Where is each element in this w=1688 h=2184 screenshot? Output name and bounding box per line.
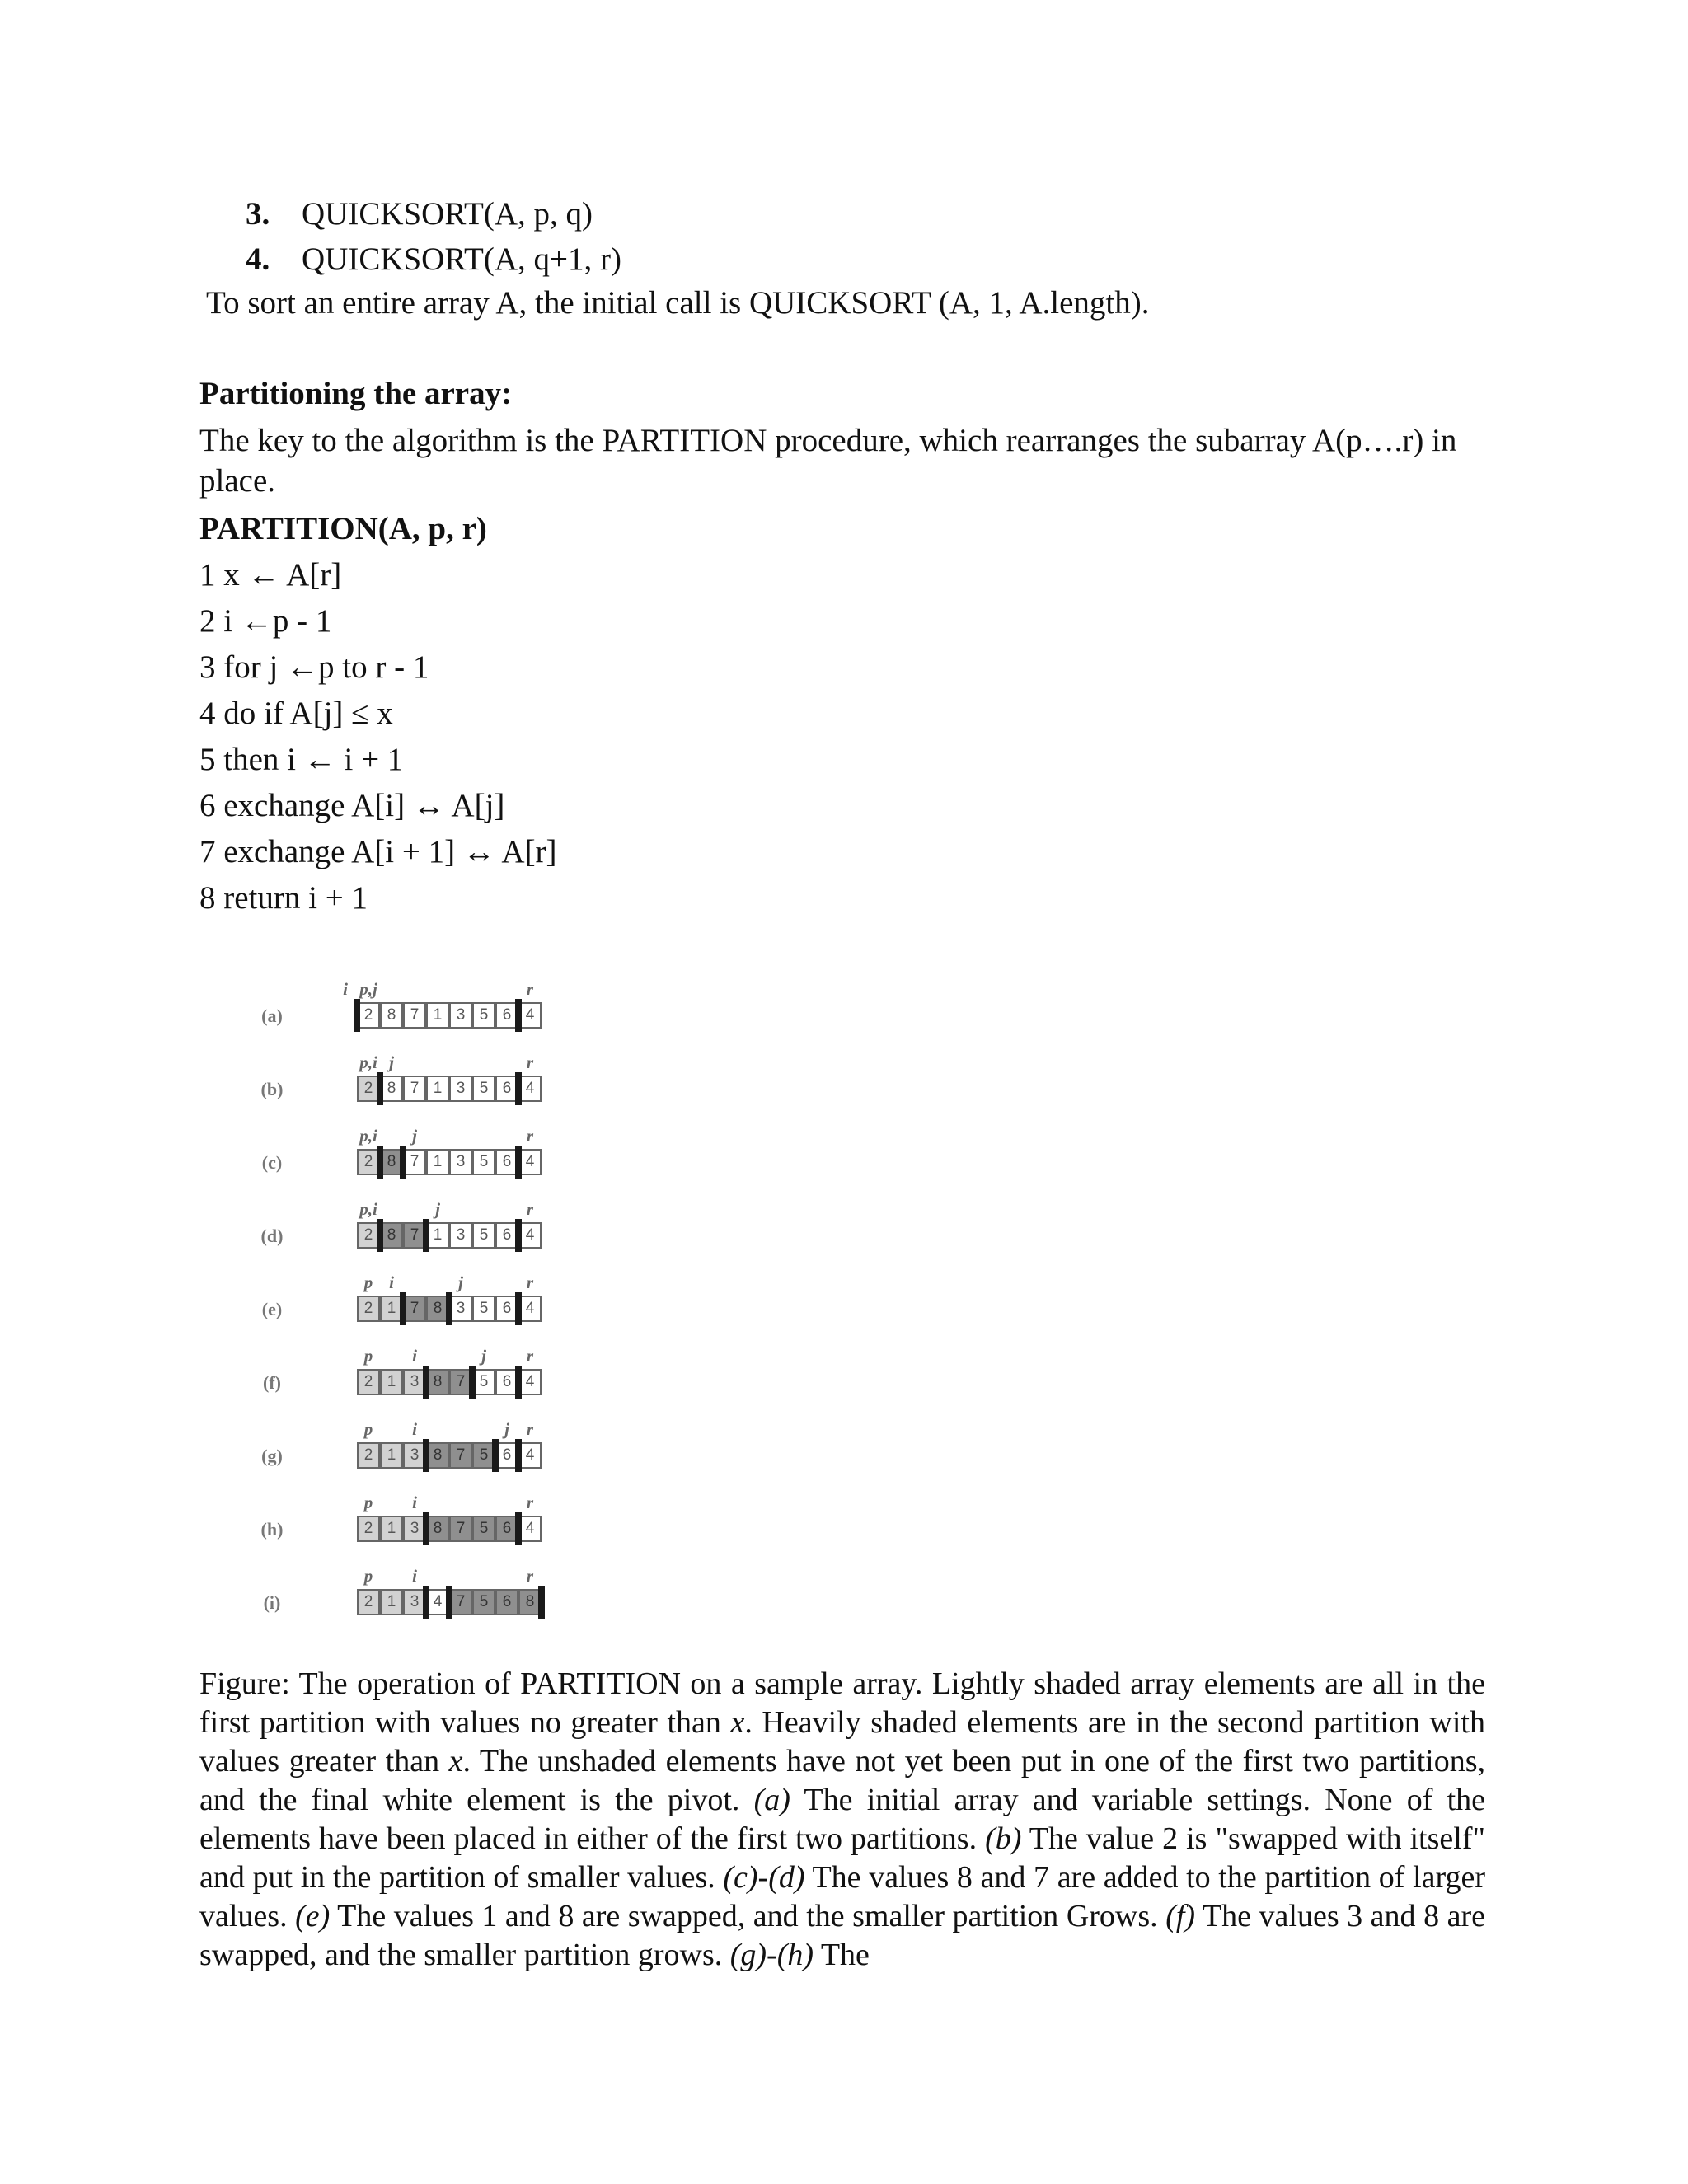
array-cell: 6 — [495, 1002, 518, 1029]
partition-boundary-bar — [515, 1219, 522, 1252]
code-line: 2 i ←p - 1 — [199, 603, 332, 639]
pointer-label: j — [435, 1199, 440, 1219]
caption-ref: (a) — [753, 1783, 790, 1817]
array-cell: 3 — [449, 1076, 472, 1102]
array-cell: 3 — [449, 1149, 472, 1175]
pointer-label: i — [412, 1493, 417, 1512]
code-line: 4 do if A[j] ≤ x — [199, 696, 393, 731]
array-cell: 2 — [357, 1296, 380, 1322]
array-cell: 5 — [472, 1222, 495, 1249]
array-cell: 7 — [403, 1296, 426, 1322]
pointer-label: r — [526, 1199, 534, 1219]
code-line: 8 return i + 1 — [199, 880, 368, 916]
array-cell: 6 — [495, 1149, 518, 1175]
array-cell: 1 — [426, 1222, 449, 1249]
figure-row-label: (e) — [261, 1299, 283, 1319]
step-text: QUICKSORT(A, q+1, r) — [302, 241, 621, 277]
pointer-label: i — [389, 1272, 394, 1292]
array-cell: 4 — [518, 1149, 542, 1175]
array-cell: 1 — [380, 1296, 403, 1322]
partition-boundary-bar — [423, 1512, 429, 1545]
partition-boundary-bar — [423, 1219, 429, 1252]
array-cell: 2 — [357, 1076, 380, 1102]
pointer-label: p — [363, 1566, 373, 1586]
caption-text: The — [814, 1938, 870, 1972]
array-cell: 5 — [472, 1076, 495, 1102]
caption-var: x — [730, 1705, 745, 1740]
partition-boundary-bar — [515, 1292, 522, 1325]
array-cell: 7 — [403, 1149, 426, 1175]
array-cell: 2 — [357, 1589, 380, 1615]
array-cell: 8 — [426, 1369, 449, 1395]
array-cell: 5 — [472, 1442, 495, 1469]
pointer-label: r — [526, 1419, 534, 1439]
partition-boundary-bar — [354, 999, 360, 1032]
caption-text: The values 1 and 8 are swapped, and the smaller partition Grows. — [330, 1899, 1166, 1933]
array-cell: 4 — [518, 1516, 542, 1542]
array-cell: 7 — [449, 1369, 472, 1395]
partition-boundary-bar — [538, 1586, 545, 1619]
pointer-label: i — [412, 1346, 417, 1366]
array-cell: 3 — [403, 1442, 426, 1469]
caption-ref: (b) — [985, 1821, 1022, 1856]
figure-caption — [199, 1665, 1485, 1975]
array-cell: 4 — [518, 1002, 542, 1029]
partition-boundary-bar — [446, 1292, 452, 1325]
pointer-label: r — [526, 1566, 534, 1586]
array-cell: 4 — [426, 1589, 449, 1615]
array-cell: 6 — [495, 1442, 518, 1469]
partition-boundary-bar — [423, 1439, 429, 1472]
code-line: 1 x ← A[r] — [199, 557, 342, 593]
code-line: 6 exchange A[i] ↔ A[j] — [199, 788, 505, 823]
array-cell: 1 — [426, 1149, 449, 1175]
array-cell: 6 — [495, 1076, 518, 1102]
array-cell: 1 — [380, 1442, 403, 1469]
pointer-label: p,i — [359, 1052, 377, 1072]
array-cell: 3 — [449, 1002, 472, 1029]
array-cell: 5 — [472, 1516, 495, 1542]
partition-boundary-bar — [515, 1072, 522, 1105]
array-cell: 7 — [403, 1002, 426, 1029]
caption-text: The values 3 and 8 are swapped, and the smaller partition grows. — [199, 1899, 1486, 1972]
array-cell: 6 — [495, 1296, 518, 1322]
array-cell: 3 — [403, 1589, 426, 1615]
array-cell: 7 — [449, 1516, 472, 1542]
array-cell: 2 — [357, 1002, 380, 1029]
array-cell: 2 — [357, 1442, 380, 1469]
array-cell: 6 — [495, 1222, 518, 1249]
partition-boundary-bar — [446, 1586, 452, 1619]
pointer-label: i — [412, 1566, 417, 1586]
array-cell: 2 — [357, 1222, 380, 1249]
pointer-label: p — [363, 1346, 373, 1366]
array-cell: 4 — [518, 1076, 542, 1102]
array-cell: 1 — [380, 1369, 403, 1395]
caption-text: . The unshaded elements have not yet been put in one of the first two partitions, and the final white element is the pivot. — [199, 1744, 1485, 1817]
pointer-label: i — [412, 1419, 417, 1439]
array-cell: 5 — [472, 1589, 495, 1615]
array-cell: 3 — [403, 1369, 426, 1395]
array-cell: 4 — [518, 1222, 542, 1249]
pointer-label: r — [526, 979, 534, 999]
step-number: 4. — [246, 241, 270, 277]
pointer-label: p — [363, 1493, 373, 1512]
figure-row-label: (a) — [261, 1005, 283, 1026]
step-4 — [246, 237, 621, 282]
array-cell: 1 — [426, 1076, 449, 1102]
partition-boundary-bar — [515, 1512, 522, 1545]
figure-row-label: (b) — [260, 1079, 284, 1099]
caption-text: The value 2 is "swapped with itself" and put in the partition of smaller values. — [199, 1821, 1485, 1895]
pointer-label: r — [526, 1052, 534, 1072]
array-cell: 6 — [495, 1589, 518, 1615]
pointer-label: j — [412, 1126, 417, 1146]
partition-pseudocode — [199, 506, 557, 921]
pointer-label: p,i — [359, 1199, 377, 1219]
pointer-label: i — [343, 979, 348, 999]
figure-row-label: (c) — [261, 1152, 283, 1173]
figure-row-label: (f) — [263, 1372, 281, 1393]
partition-boundary-bar — [377, 1146, 383, 1179]
array-cell: 3 — [449, 1296, 472, 1322]
caption-ref: (e) — [295, 1899, 331, 1933]
caption-text: Figure: The operation of PARTITION on a sample array. Lightly shaded array elements are all in the first partition with values no greater than — [199, 1666, 1485, 1740]
quicksort-steps — [246, 191, 621, 282]
array-cell: 2 — [357, 1149, 380, 1175]
pointer-label: j — [458, 1272, 463, 1292]
array-cell: 8 — [426, 1296, 449, 1322]
pointer-label: r — [526, 1126, 534, 1146]
partition-boundary-bar — [515, 999, 522, 1032]
array-cell: 8 — [426, 1442, 449, 1469]
partition-boundary-bar — [400, 1146, 406, 1179]
code-line: 5 then i ← i + 1 — [199, 742, 404, 777]
code-title: PARTITION(A, p, r) — [199, 511, 487, 546]
figure-row-label: (g) — [261, 1446, 283, 1466]
array-cell: 4 — [518, 1442, 542, 1469]
caption-ref: (g)-(h) — [729, 1938, 814, 1972]
code-line: 7 exchange A[i + 1] ↔ A[r] — [199, 834, 557, 869]
code-line: 3 for j ←p to r - 1 — [199, 649, 429, 685]
partition-boundary-bar — [400, 1292, 406, 1325]
array-cell: 1 — [380, 1589, 403, 1615]
array-cell: 6 — [495, 1369, 518, 1395]
array-cell: 8 — [380, 1002, 403, 1029]
pointer-label: p,j — [359, 979, 377, 999]
caption-text: The values 8 and 7 are added to the partition of larger values. — [199, 1860, 1485, 1933]
array-cell: 8 — [518, 1589, 542, 1615]
caption-ref: (c)-(d) — [723, 1860, 805, 1895]
array-cell: 2 — [357, 1369, 380, 1395]
array-cell: 5 — [472, 1296, 495, 1322]
pointer-label: r — [526, 1346, 534, 1366]
pointer-label: j — [389, 1052, 394, 1072]
step-text: QUICKSORT(A, p, q) — [302, 196, 593, 232]
array-cell: 3 — [449, 1222, 472, 1249]
pointer-label: r — [526, 1272, 534, 1292]
array-cell: 5 — [472, 1149, 495, 1175]
array-cell: 4 — [518, 1296, 542, 1322]
partition-boundary-bar — [515, 1439, 522, 1472]
array-cell: 3 — [403, 1516, 426, 1542]
array-cell: 6 — [495, 1516, 518, 1542]
caption-var: x — [448, 1744, 463, 1779]
figure-row-label: (h) — [260, 1519, 284, 1540]
caption-text: . Heavily shaded elements are in the second partition with values greater than — [199, 1705, 1485, 1779]
array-cell: 7 — [449, 1442, 472, 1469]
figure-row-label: (i) — [263, 1592, 281, 1613]
partition-boundary-bar — [377, 1072, 383, 1105]
array-cell: 5 — [472, 1369, 495, 1395]
partition-boundary-bar — [515, 1366, 522, 1399]
array-cell: 8 — [426, 1516, 449, 1542]
array-cell: 8 — [380, 1149, 403, 1175]
pointer-label: r — [526, 1493, 534, 1512]
partition-boundary-bar — [423, 1366, 429, 1399]
step-number: 3. — [246, 196, 270, 232]
partition-boundary-bar — [423, 1586, 429, 1619]
partition-boundary-bar — [377, 1219, 383, 1252]
pointer-label: p — [363, 1419, 373, 1439]
section-heading: Partitioning the array: — [199, 376, 513, 411]
partition-boundary-bar — [469, 1366, 476, 1399]
array-cell: 8 — [380, 1222, 403, 1249]
array-cell: 8 — [380, 1076, 403, 1102]
figure-row-label: (d) — [260, 1226, 284, 1246]
pointer-label: j — [481, 1346, 486, 1366]
array-cell: 7 — [403, 1222, 426, 1249]
array-cell: 5 — [472, 1002, 495, 1029]
array-cell: 7 — [449, 1589, 472, 1615]
pointer-label: p,i — [359, 1126, 377, 1146]
initial-call-text: To sort an entire array A, the initial call is QUICKSORT (A, 1, A.length). — [206, 285, 1150, 321]
partition-boundary-bar — [492, 1439, 499, 1472]
intro-paragraph: The key to the algorithm is the PARTITION procedure, which rearranges the subarray A(p….r) in place. — [199, 423, 1457, 499]
partition-figure — [243, 972, 688, 1648]
array-cell: 1 — [426, 1002, 449, 1029]
array-cell: 4 — [518, 1369, 542, 1395]
step-3 — [246, 191, 621, 237]
caption-text: The initial array and variable settings. None of the elements have been placed in either of the first two partitions. — [199, 1783, 1485, 1856]
array-cell: 7 — [403, 1076, 426, 1102]
array-cell: 2 — [357, 1516, 380, 1542]
pointer-label: p — [363, 1272, 373, 1292]
partition-boundary-bar — [515, 1146, 522, 1179]
pointer-label: j — [504, 1419, 509, 1439]
array-cell: 1 — [380, 1516, 403, 1542]
caption-ref: (f) — [1165, 1899, 1196, 1933]
